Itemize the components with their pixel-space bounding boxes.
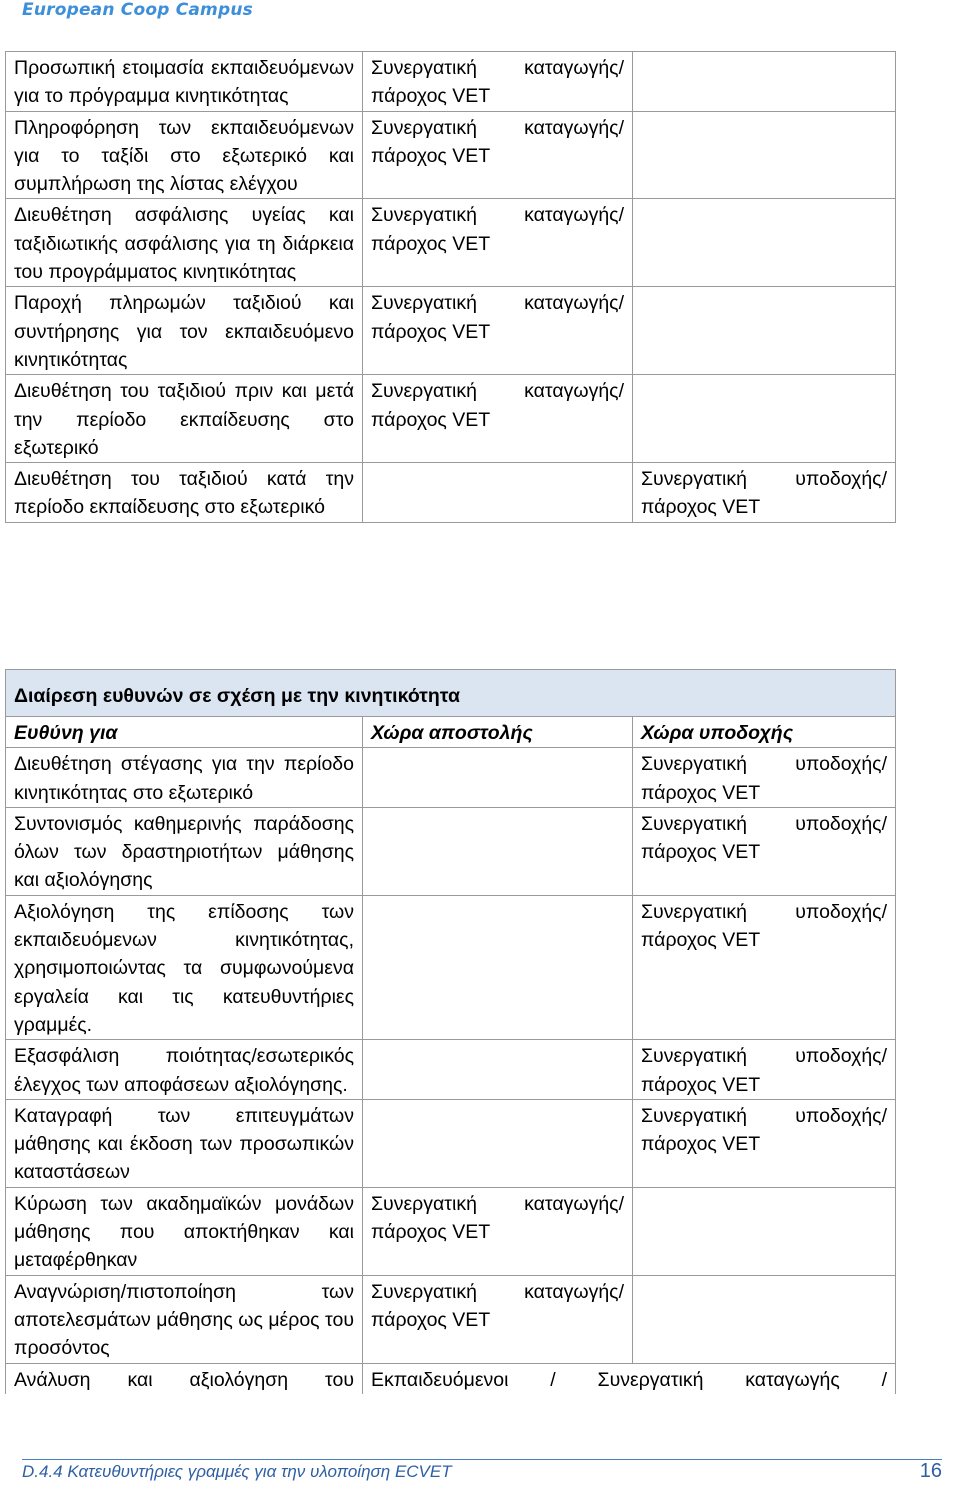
sending-cell: Εκπαιδευόμενοι / Συνεργατική καταγωγής / xyxy=(363,1363,896,1394)
task-cell: Ανάλυση και αξιολόγηση του xyxy=(6,1363,363,1394)
table-title: Διαίρεση ευθυνών σε σχέση με την κινητικότητα xyxy=(6,670,896,717)
task-cell: Διευθέτηση ασφάλισης υγείας και ταξιδιωτικής ασφάλισης για τη διάρκεια του προγράμματος κινητικότητας xyxy=(6,199,363,287)
receiving-cell: Συνεργατική υποδοχής/ πάροχος VET xyxy=(633,807,896,895)
task-cell: Συντονισμός καθημερινής παράδοσης όλων των δραστηριοτήτων μάθησης και αξιολόγησης xyxy=(6,807,363,895)
sending-cell: Συνεργατική καταγωγής/ πάροχος VET xyxy=(363,287,633,375)
sending-cell: Συνεργατική καταγωγής/ πάροχος VET xyxy=(363,199,633,287)
responsibilities-table-continued xyxy=(5,51,896,523)
receiving-cell xyxy=(633,52,896,112)
table-row xyxy=(6,287,896,375)
sending-cell xyxy=(363,1040,633,1100)
column-header-receiving: Χώρα υποδοχής xyxy=(633,717,896,748)
task-cell: Κύρωση των ακαδημαϊκών μονάδων μάθησης που αποκτήθηκαν και μεταφέρθηκαν xyxy=(6,1187,363,1275)
sending-cell: Συνεργατική καταγωγής/ πάροχος VET xyxy=(363,1275,633,1363)
receiving-cell: Συνεργατική υποδοχής/ πάροχος VET xyxy=(633,1040,896,1100)
table-row xyxy=(6,375,896,463)
task-cell: Προσωπική ετοιμασία εκπαιδευόμενων για το πρόγραμμα κινητικότητας xyxy=(6,52,363,112)
table-row xyxy=(6,1099,896,1187)
receiving-cell xyxy=(633,375,896,463)
table-row xyxy=(6,1275,896,1363)
receiving-cell xyxy=(633,1187,896,1275)
task-cell: Εξασφάλιση ποιότητας/εσωτερικός έλεγχος των αποφάσεων αξιολόγησης. xyxy=(6,1040,363,1100)
sending-cell xyxy=(363,463,633,523)
column-header-sending: Χώρα αποστολής xyxy=(363,717,633,748)
task-cell: Αξιολόγηση της επίδοσης των εκπαιδευόμενων κινητικότητας, χρησιμοποιώντας τα συμφωνούμενα εργαλεία και τις κατευθυντήριες γραμμές. xyxy=(6,895,363,1039)
sending-cell xyxy=(363,807,633,895)
receiving-cell xyxy=(633,1275,896,1363)
task-cell: Διευθέτηση του ταξιδιού πριν και μετά την περίοδο εκπαίδευσης στο εξωτερικό xyxy=(6,375,363,463)
sending-cell xyxy=(363,895,633,1039)
receiving-cell xyxy=(633,287,896,375)
table-row xyxy=(6,748,896,808)
task-cell: Πληροφόρηση των εκπαιδευόμενων για το ταξίδι στο εξωτερικό και συμπλήρωση της λίστας ελέγχου xyxy=(6,111,363,199)
table-row xyxy=(6,1040,896,1100)
receiving-cell: Συνεργατική υποδοχής/ πάροχος VET xyxy=(633,895,896,1039)
sending-cell xyxy=(363,1099,633,1187)
sending-cell xyxy=(363,748,633,808)
receiving-cell: Συνεργατική υποδοχής/ πάροχος VET xyxy=(633,1099,896,1187)
task-cell: Αναγνώριση/πιστοποίηση των αποτελεσμάτων μάθησης ως μέρος του προσόντος xyxy=(6,1275,363,1363)
table-row xyxy=(6,52,896,112)
table-title-row xyxy=(6,670,896,717)
receiving-cell: Συνεργατική υποδοχής/ πάροχος VET xyxy=(633,463,896,523)
receiving-cell xyxy=(633,111,896,199)
table-row xyxy=(6,1187,896,1275)
footer-document-title: D.4.4 Κατευθυντήριες γραμμές για την υλοποίηση ECVET xyxy=(22,1462,452,1481)
sending-cell: Συνεργατική καταγωγής/ πάροχος VET xyxy=(363,52,633,112)
table-row xyxy=(6,111,896,199)
brand-title: European Coop Campus xyxy=(22,0,253,20)
column-header-task: Ευθύνη για xyxy=(6,717,363,748)
table-row xyxy=(6,199,896,287)
table-row xyxy=(6,463,896,523)
page-number: 16 xyxy=(919,1460,942,1482)
task-cell: Καταγραφή των επιτευγμάτων μάθησης και έκδοση των προσωπικών καταστάσεων xyxy=(6,1099,363,1187)
sending-cell: Συνεργατική καταγωγής/ πάροχος VET xyxy=(363,375,633,463)
table-row xyxy=(6,807,896,895)
receiving-cell xyxy=(633,199,896,287)
page-footer xyxy=(22,1459,942,1482)
sending-cell: Συνεργατική καταγωγής/ πάροχος VET xyxy=(363,1187,633,1275)
receiving-cell: Συνεργατική υποδοχής/ πάροχος VET xyxy=(633,748,896,808)
sending-cell: Συνεργατική καταγωγής/ πάροχος VET xyxy=(363,111,633,199)
table-row xyxy=(6,895,896,1039)
task-cell: Διευθέτηση του ταξιδιού κατά την περίοδο εκπαίδευσης στο εξωτερικό xyxy=(6,463,363,523)
column-header-row xyxy=(6,717,896,748)
task-cell: Διευθέτηση στέγασης για την περίοδο κινητικότητας στο εξωτερικό xyxy=(6,748,363,808)
responsibilities-table xyxy=(5,669,896,1394)
task-cell: Παροχή πληρωμών ταξιδιού και συντήρησης για τον εκπαιδευόμενο κινητικότητας xyxy=(6,287,363,375)
table-row xyxy=(6,1363,896,1394)
